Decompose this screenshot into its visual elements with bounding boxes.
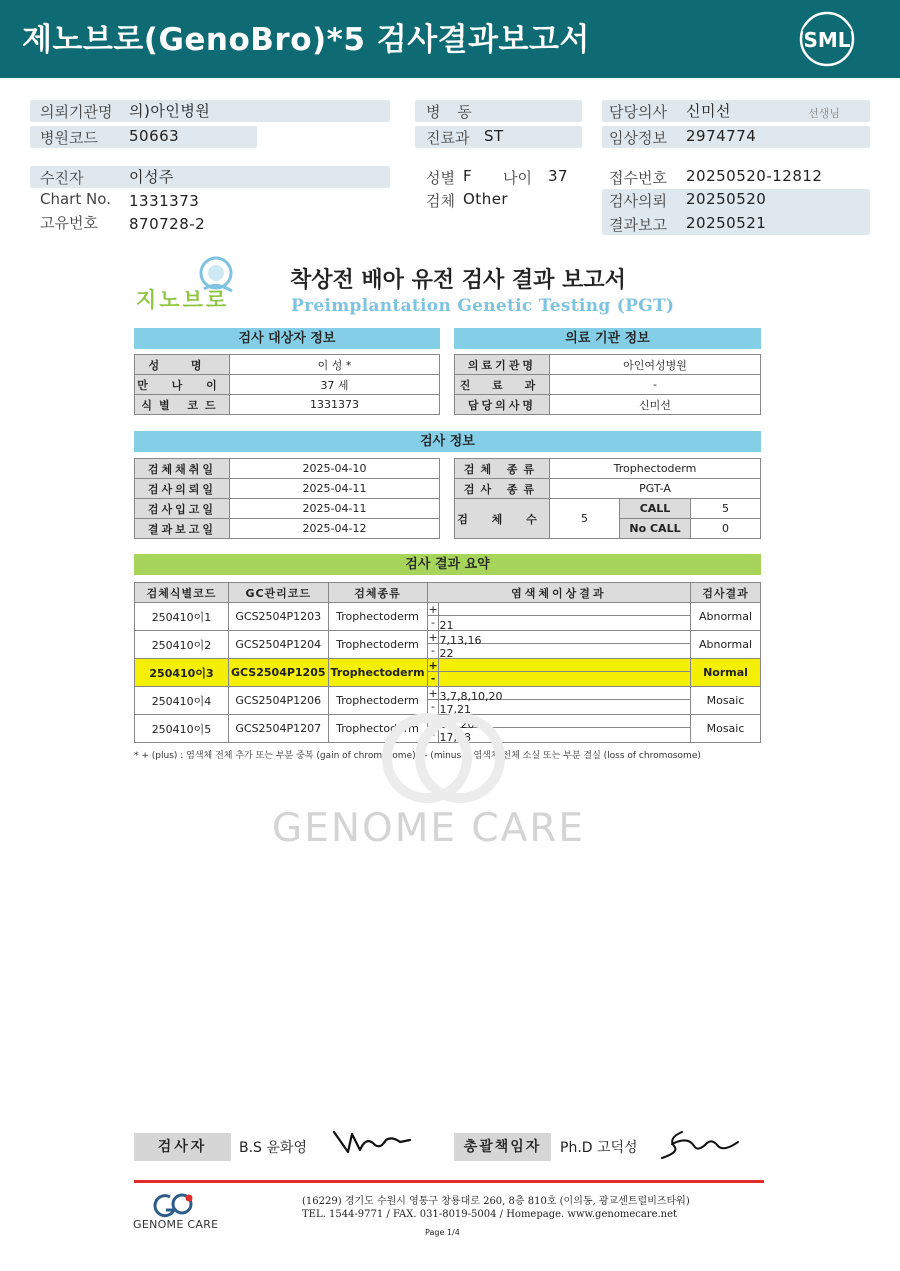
report-title: 착상전 배아 유전 검사 결과 보고서 xyxy=(290,268,626,293)
receipt-value: 20250520-12812 xyxy=(686,167,823,185)
institution-doctor-value: 신미선 xyxy=(550,395,761,415)
row-mutation xyxy=(427,659,690,687)
doctor-suffix: 선생님 xyxy=(808,107,840,120)
row-code: 250410이1 xyxy=(135,603,229,631)
institution-doctor-label: 담당의사명 xyxy=(455,395,550,415)
hospital-value: 의)아인병원 xyxy=(129,102,211,120)
row-type: Trophectoderm xyxy=(328,715,427,743)
plus-sign: + xyxy=(428,631,438,644)
footer-logo-text: GENOME CARE xyxy=(133,1218,219,1231)
patient-value: 이성주 xyxy=(129,168,174,186)
col-header-result: 검사결과 xyxy=(691,583,761,603)
report-value: 20250521 xyxy=(686,214,767,232)
footer-contact-line: TEL. 1544-9771 / FAX. 031-8019-5004 / Homepage. www.genomecare.net xyxy=(302,1209,678,1220)
loss-value: 22 xyxy=(439,647,454,660)
table-row xyxy=(135,631,761,659)
specimen-count-value: 5 xyxy=(550,499,620,539)
chart-value: 1331373 xyxy=(129,192,200,210)
request-label: 검사의뢰 xyxy=(609,192,667,210)
minus-sign: - xyxy=(431,616,436,629)
clinical-label: 임상정보 xyxy=(609,129,667,147)
test-specimen-table xyxy=(454,458,761,539)
sml-logo-text: SML xyxy=(803,28,851,52)
dept-value: ST xyxy=(484,127,504,145)
sex-value: F xyxy=(463,167,473,185)
gain-value: 3,7,8,10,20 xyxy=(439,690,503,703)
report-date-value: 2025-04-12 xyxy=(230,519,440,539)
specimen-count-label: 검 체 수 xyxy=(455,499,550,539)
request-date-value: 2025-04-11 xyxy=(230,479,440,499)
hospital-code-value: 50663 xyxy=(129,127,180,145)
plus-sign: + xyxy=(428,715,438,728)
summary-section-header: 검사 결과 요약 xyxy=(134,554,761,575)
director-signature xyxy=(658,1124,740,1162)
col-header-gc: GC관리코드 xyxy=(229,583,329,603)
ward-label: 병 동 xyxy=(426,103,478,121)
doctor-label: 담당의사 xyxy=(609,103,667,121)
row-gc: GCS2504P1203 xyxy=(229,603,329,631)
row-code: 250410이5 xyxy=(135,715,229,743)
specimen-type-label: 검체 종류 xyxy=(455,459,550,479)
sex-label: 성별 xyxy=(426,169,455,187)
row-code: 250410이3 xyxy=(135,659,229,687)
patient-label: 수진자 xyxy=(40,169,84,187)
footer-divider xyxy=(134,1180,764,1183)
header-banner xyxy=(0,0,900,78)
receive-date-label: 검사입고일 xyxy=(135,499,230,519)
footer-address xyxy=(302,1195,690,1221)
institution-table xyxy=(454,354,761,415)
subject-name-value: 이 성 * xyxy=(230,355,440,375)
nocall-label: No CALL xyxy=(620,519,691,539)
page-title: 제노브로(GenoBro)*5 검사결과보고서 xyxy=(22,22,590,58)
plus-sign: + xyxy=(428,659,438,672)
sml-logo xyxy=(798,10,856,68)
summary-footnote: * + (plus) : 염색체 전체 추가 또는 부분 중복 (gain of chromosome) , - (minus) : 염색체 전체 소실 또는 부분 결실 (loss of chromosome) xyxy=(134,751,701,761)
row-code: 250410이2 xyxy=(135,631,229,659)
receipt-label: 접수번호 xyxy=(609,169,667,187)
tester-label: 검사자 xyxy=(134,1133,231,1161)
col-header-type: 검체종류 xyxy=(328,583,427,603)
tester-signature xyxy=(330,1126,412,1160)
dept-label: 진료과 xyxy=(426,129,470,147)
institution-section-header: 의료 기관 정보 xyxy=(454,328,761,349)
receive-date-value: 2025-04-11 xyxy=(230,499,440,519)
row-mutation xyxy=(427,631,690,659)
row-result: Abnormal xyxy=(691,631,761,659)
test-dates-table xyxy=(134,458,440,539)
genobro-logo xyxy=(136,253,246,315)
row-result: Mosaic xyxy=(691,715,761,743)
unique-label: 고유번호 xyxy=(40,214,98,232)
loss-value: 21 xyxy=(439,619,454,632)
call-value: 5 xyxy=(691,499,761,519)
chart-label: Chart No. xyxy=(40,190,111,208)
page-number: Page 1/4 xyxy=(425,1228,460,1237)
director-name: Ph.D 고덕성 xyxy=(560,1140,638,1156)
subject-id-label: 식별 코드 xyxy=(135,395,230,415)
row-type: Trophectoderm xyxy=(328,687,427,715)
institution-dept-label: 진 료 과 xyxy=(455,375,550,395)
unique-value: 870728-2 xyxy=(129,215,206,233)
nocall-value: 0 xyxy=(691,519,761,539)
subject-age-value: 37 세 xyxy=(230,375,440,395)
loss-value: 17,18 xyxy=(439,731,472,744)
subject-table xyxy=(134,354,440,415)
row-mutation xyxy=(427,603,690,631)
table-row-highlighted xyxy=(135,659,761,687)
hospital-label: 의뢰기관명 xyxy=(40,103,113,121)
collect-date-value: 2025-04-10 xyxy=(230,459,440,479)
report-label: 결과보고 xyxy=(609,216,667,234)
row-gc: GCS2504P1206 xyxy=(229,687,329,715)
plus-sign: + xyxy=(428,603,438,616)
row-gc: GCS2504P1207 xyxy=(229,715,329,743)
institution-name-label: 의료기관명 xyxy=(455,355,550,375)
row-result: Abnormal xyxy=(691,603,761,631)
call-label: CALL xyxy=(620,499,691,519)
subject-age-label: 만 나 이 xyxy=(135,375,230,395)
footer-address-line: (16229) 경기도 수원시 영통구 창룡대로 260, 8층 810호 (이의동, 광교센트럴비즈타워) xyxy=(302,1196,690,1207)
row-result: Mosaic xyxy=(691,687,761,715)
report-subtitle: Preimplantation Genetic Testing (PGT) xyxy=(291,296,675,316)
hospital-code-label: 병원코드 xyxy=(40,129,98,147)
test-type-label: 검사 종류 xyxy=(455,479,550,499)
request-value: 20250520 xyxy=(686,190,767,208)
loss-value: 17,21 xyxy=(439,703,472,716)
subject-name-label: 성 명 xyxy=(135,355,230,375)
specimen-label: 검체 xyxy=(426,192,455,210)
minus-sign: - xyxy=(430,672,436,685)
gain-value: 1,8,20 xyxy=(439,718,475,731)
minus-sign: - xyxy=(431,700,436,713)
table-row xyxy=(135,603,761,631)
minus-sign: - xyxy=(431,644,436,657)
row-type: Trophectoderm xyxy=(328,631,427,659)
watermark-logo-icon xyxy=(372,708,512,808)
row-type: Trophectoderm xyxy=(328,659,427,687)
collect-date-label: 검체채취일 xyxy=(135,459,230,479)
test-type-value: PGT-A xyxy=(550,479,761,499)
patient-bar xyxy=(30,166,390,188)
col-header-result-detail: 염색체이상결과 xyxy=(427,583,690,603)
doctor-value: 신미선 xyxy=(686,102,731,120)
col-header-code: 검체식별코드 xyxy=(135,583,229,603)
watermark-text: GENOME CARE xyxy=(272,806,586,851)
age-value: 37 xyxy=(548,167,569,185)
tester-name: B.S 윤화영 xyxy=(239,1140,307,1156)
institution-dept-value: - xyxy=(550,375,761,395)
row-type: Trophectoderm xyxy=(328,603,427,631)
plus-sign: + xyxy=(428,687,438,700)
minus-sign: - xyxy=(431,728,436,741)
director-label: 총괄책임자 xyxy=(454,1133,551,1161)
clinical-value: 2974774 xyxy=(686,127,757,145)
row-code: 250410이4 xyxy=(135,687,229,715)
row-gc: GCS2504P1205 xyxy=(229,659,329,687)
report-date-label: 결과보고일 xyxy=(135,519,230,539)
specimen-type-value: Trophectoderm xyxy=(550,459,761,479)
specimen-value: Other xyxy=(463,190,509,208)
subject-section-header: 검사 대상자 정보 xyxy=(134,328,440,349)
gain-value: 7,13,16 xyxy=(439,634,482,647)
age-label: 나이 xyxy=(503,169,532,187)
request-date-label: 검사의뢰일 xyxy=(135,479,230,499)
test-info-section-header: 검사 정보 xyxy=(134,431,761,452)
institution-name-value: 아인여성병원 xyxy=(550,355,761,375)
genobro-logo-text: 지노브로 xyxy=(136,288,230,312)
subject-id-value: 1331373 xyxy=(230,395,440,415)
row-gc: GCS2504P1204 xyxy=(229,631,329,659)
row-result: Normal xyxy=(691,659,761,687)
